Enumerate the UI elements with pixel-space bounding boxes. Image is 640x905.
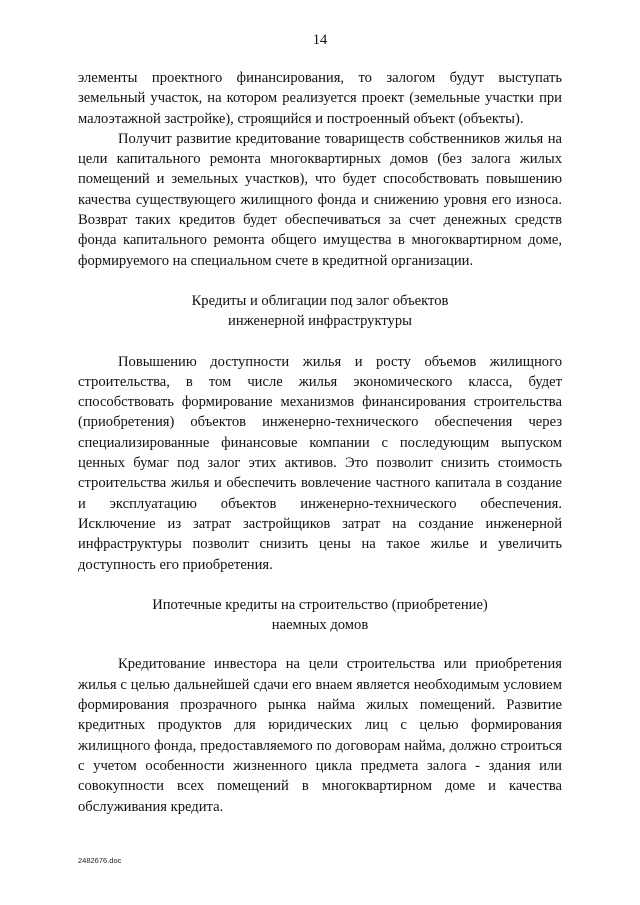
paragraph-3: Повышению доступности жилья и росту объемов жилищного строительства, в том числе жилья экономического класса, будет способствовать формирование механизмов финансирования строительства (приобретения) объектов инженерно-технического обеспечения через специализированные финансовые компании с последующим выпуском ценных бумаг под залог этих активов. Это позволит снизить стоимость строительства жилья и обеспечить вовлечение частного капитала в создание и эксплуатацию объектов инженерно-технического обеспечения. Исключение из затрат застройщиков затрат на создание инженерной инфраструктуры позволит снизить цены на такое жилье и увеличить доступность его приобретения. bbox=[78, 353, 562, 573]
document-body bbox=[78, 68, 562, 817]
section-heading-2-line-1: Ипотечные кредиты на строительство (приобретение) bbox=[152, 596, 488, 613]
section-heading-2-line-2: наемных домов bbox=[271, 617, 369, 634]
footer-filename: 2482676.doc bbox=[78, 856, 122, 865]
section-heading-2 bbox=[78, 595, 562, 636]
section-heading-1 bbox=[78, 291, 562, 332]
paragraph-4: Кредитование инвестора на цели строительства или приобретения жилья с целью дальнейшей сдачи его внаем является необходимым условием формирования прозрачного рынка найма жилых помещений. Развитие кредитных продуктов для юридических лиц с целью формирования жилищного фонда, предоставляемого по договорам найма, должно строиться с учетом особенности жизненного цикла предмета залога - здания или совокупности всех помещений в многоквартирном доме и качества обслуживания кредита. bbox=[78, 656, 562, 815]
section-heading-1-line-2: инженерной инфраструктуры bbox=[228, 313, 412, 330]
page-number: 14 bbox=[312, 32, 328, 48]
paragraph-1: элементы проектного финансирования, то залогом будут выступать земельный участок, на котором реализуется проект (земельные участки при малоэтажной застройке), строящийся и построенный объект (объекты). bbox=[78, 70, 562, 127]
paragraph-2: Получит развитие кредитование товариществ собственников жилья на цели капитального ремонта многоквартирных домов (без залога жилых помещений и земельных участков), что будет способствовать повышению качества существующего жилищного фонда и снижению уровня его износа. Возврат таких кредитов будет обеспечиваться за счет денежных средств фонда капитального ремонта общего имущества в многоквартирном доме, формируемого на специальном счете в кредитной организации. bbox=[78, 130, 562, 269]
section-heading-1-line-1: Кредиты и облигации под залог объектов bbox=[191, 292, 449, 309]
